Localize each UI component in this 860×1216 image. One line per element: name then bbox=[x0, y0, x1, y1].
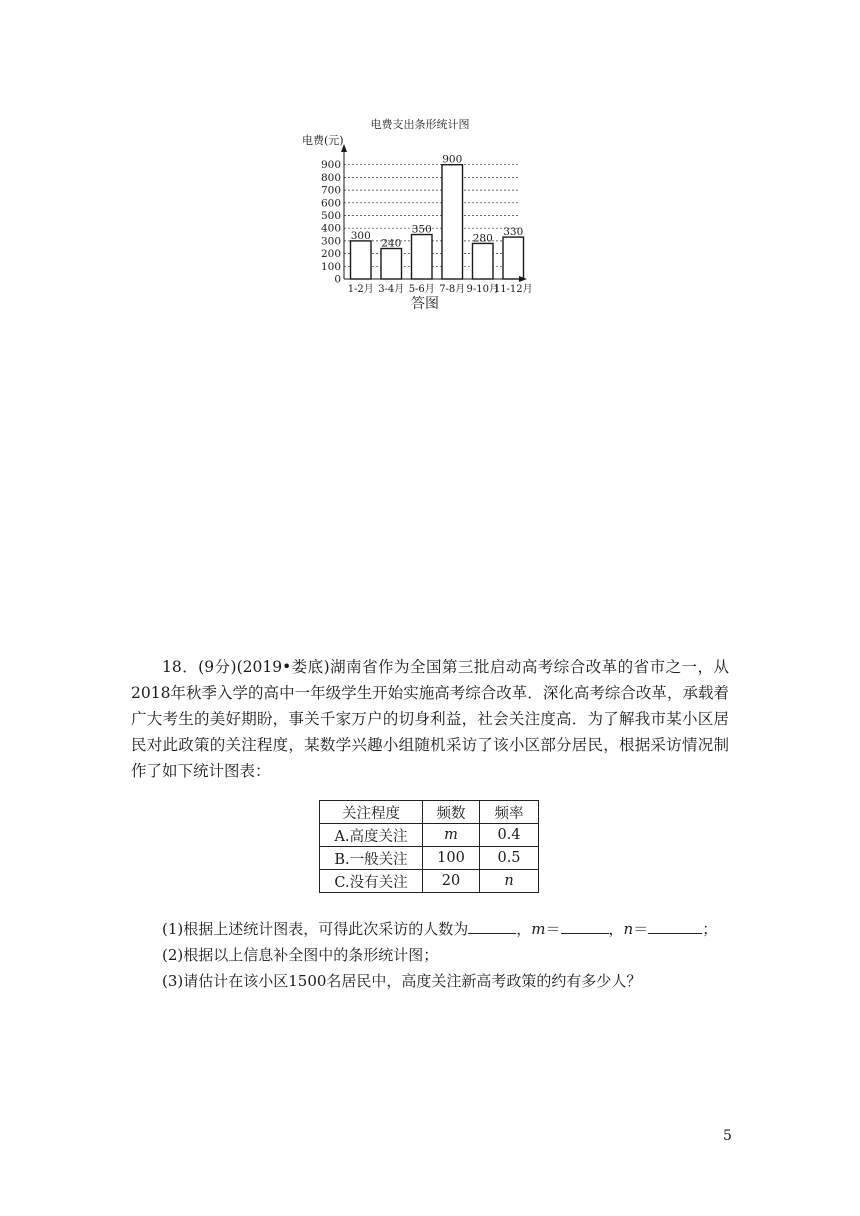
table-cell: m bbox=[423, 824, 480, 847]
table-cell: C.没有关注 bbox=[320, 870, 423, 893]
y-tick-label: 700 bbox=[320, 184, 341, 197]
table-cell: B.一般关注 bbox=[320, 847, 423, 870]
variable-n: n bbox=[623, 920, 634, 938]
y-axis-label: 电费(元) bbox=[302, 134, 344, 147]
subquestion-1 bbox=[162, 918, 717, 940]
chart-caption: 答图 bbox=[411, 296, 439, 312]
separator: ， bbox=[608, 920, 624, 938]
header-cell: 关注程度 bbox=[320, 801, 423, 824]
variable-m: m bbox=[531, 920, 546, 938]
y-tick-label: 300 bbox=[320, 235, 341, 248]
bar bbox=[503, 237, 524, 279]
table-cell: n bbox=[480, 870, 539, 893]
end-mark: ； bbox=[702, 920, 718, 938]
bar-value-label: 280 bbox=[472, 232, 493, 245]
answer-blank-n[interactable] bbox=[648, 919, 702, 934]
question-18 bbox=[131, 654, 729, 784]
bar bbox=[442, 165, 463, 279]
separator: ， bbox=[516, 920, 532, 938]
table-header-row bbox=[320, 801, 539, 824]
x-tick-label: 11-12月 bbox=[493, 284, 533, 295]
bar-chart bbox=[300, 108, 540, 318]
bar-value-label: 900 bbox=[442, 153, 463, 166]
y-tick-label: 200 bbox=[320, 248, 341, 261]
y-tick-label: 500 bbox=[320, 210, 341, 222]
table-row bbox=[320, 870, 539, 893]
y-tick-label: 800 bbox=[320, 171, 341, 184]
y-tick-label: 100 bbox=[320, 260, 341, 273]
bar-value-label: 350 bbox=[411, 223, 432, 236]
table-row bbox=[320, 847, 539, 870]
table-cell: 0.5 bbox=[480, 847, 539, 870]
y-tick-label: 600 bbox=[320, 197, 341, 210]
table-cell: 20 bbox=[423, 870, 480, 893]
subquestion-2: (2)根据以上信息补全图中的条形统计图； bbox=[162, 946, 439, 964]
page-number: 5 bbox=[723, 1128, 732, 1144]
y-tick-label: 400 bbox=[320, 222, 341, 235]
y-tick-label: 900 bbox=[320, 159, 341, 172]
answer-blank-m[interactable] bbox=[561, 919, 609, 934]
question-text: 18．(9分)(2019•娄底)湖南省作为全国第三批启动高考综合改革的省市之一，从2018年秋季入学的高中一年级学生开始实施高考综合改革．深化高考综合改革，承载着广大考生的美好期盼，事关千家万户的切身利益，社会关注度高．为了解我市某小区居民对此政策的关注程度，某数学兴趣小组随机采访了该小区部分居民，根据采访情况制作了如下统计图表： bbox=[131, 658, 729, 780]
x-tick-label: 5-6月 bbox=[408, 284, 435, 295]
subquestion-1-text: (1)根据上述统计图表，可得此次采访的人数为 bbox=[162, 920, 469, 938]
answer-blank-count[interactable] bbox=[468, 919, 516, 934]
bar bbox=[412, 235, 433, 279]
table-cell: A.高度关注 bbox=[320, 824, 423, 847]
equals-sign: ＝ bbox=[545, 920, 561, 938]
table-row bbox=[320, 824, 539, 847]
y-tick-label: 0 bbox=[334, 273, 341, 286]
bar bbox=[473, 243, 494, 279]
chart-title: 电费支出条形统计图 bbox=[370, 118, 470, 131]
table-cell: 100 bbox=[423, 847, 480, 870]
bar bbox=[351, 241, 372, 279]
subquestion-3: (3)请估计在该小区1500名居民中，高度关注新高考政策的约有多少人？ bbox=[162, 972, 642, 990]
x-tick-label: 1-2月 bbox=[347, 284, 374, 295]
bar-value-label: 300 bbox=[350, 229, 371, 242]
bar-value-label: 240 bbox=[381, 237, 402, 250]
header-cell: 频率 bbox=[480, 801, 539, 824]
x-tick-label: 9-10月 bbox=[466, 284, 499, 295]
frequency-table bbox=[319, 800, 539, 893]
bar bbox=[381, 249, 402, 279]
bar-value-label: 330 bbox=[503, 226, 524, 239]
equals-sign: ＝ bbox=[633, 920, 649, 938]
x-tick-label: 3-4月 bbox=[378, 284, 405, 295]
header-cell: 频数 bbox=[423, 801, 480, 824]
x-tick-label: 7-8月 bbox=[439, 284, 466, 295]
table-cell: 0.4 bbox=[480, 824, 539, 847]
